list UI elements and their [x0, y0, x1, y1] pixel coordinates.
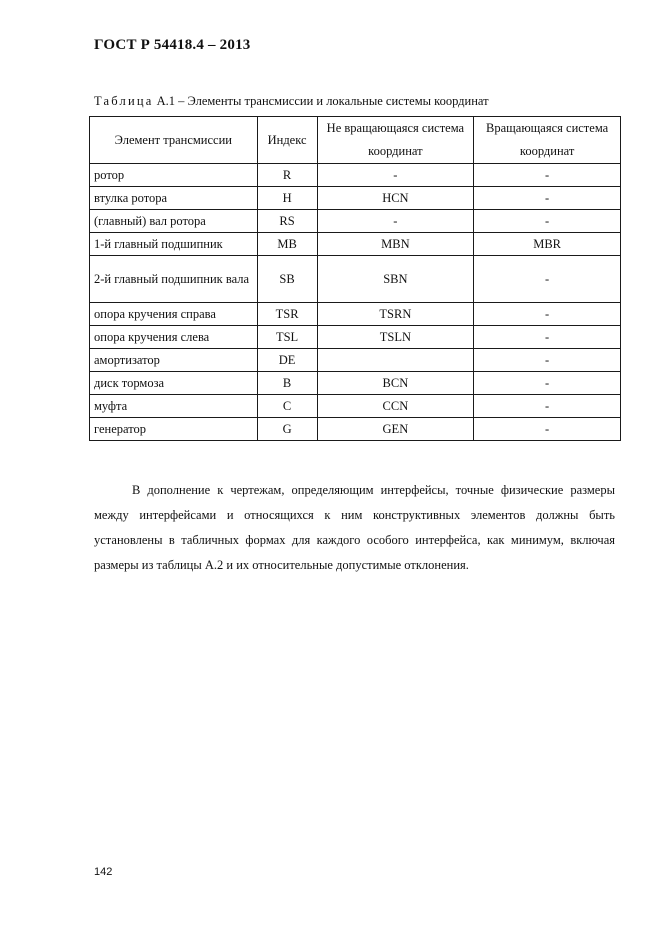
cell-non-rotating: CCN	[317, 395, 474, 418]
cell-rotating: -	[474, 256, 621, 303]
table-row	[90, 418, 621, 441]
table-row	[90, 349, 621, 372]
cell-non-rotating: -	[317, 210, 474, 233]
cell-non-rotating: HCN	[317, 187, 474, 210]
cell-element: 1-й главный подшипник	[90, 233, 258, 256]
cell-index: B	[257, 372, 317, 395]
column-header-index: Индекс	[257, 117, 317, 164]
cell-rotating: -	[474, 303, 621, 326]
cell-index: TSR	[257, 303, 317, 326]
table-row	[90, 233, 621, 256]
table-row	[90, 303, 621, 326]
cell-non-rotating: TSLN	[317, 326, 474, 349]
cell-rotating: -	[474, 210, 621, 233]
body-paragraph: В дополнение к чертежам, определяющим интерфейсы, точные физические размеры между интерфейсами и относящихся к ним конструктивных элементов должны быть установлены в табличных формах для каждого особого интерфейса, как минимум, включая размеры из таблицы А.2 и их относительные допустимые отклонения.	[94, 482, 615, 572]
cell-index: SB	[257, 256, 317, 303]
cell-non-rotating: MBN	[317, 233, 474, 256]
table-row	[90, 395, 621, 418]
cell-non-rotating: -	[317, 164, 474, 187]
table-row	[90, 187, 621, 210]
cell-non-rotating: BCN	[317, 372, 474, 395]
page-number: 142	[94, 866, 113, 878]
cell-rotating: -	[474, 164, 621, 187]
cell-rotating: -	[474, 418, 621, 441]
table-header-row	[90, 117, 621, 164]
cell-index: DE	[257, 349, 317, 372]
cell-rotating: -	[474, 349, 621, 372]
document-header-title: ГОСТ Р 54418.4 – 2013	[94, 37, 251, 53]
cell-non-rotating: GEN	[317, 418, 474, 441]
cell-rotating: -	[474, 187, 621, 210]
cell-index: C	[257, 395, 317, 418]
cell-element: опора кручения слева	[90, 326, 258, 349]
cell-element: генератор	[90, 418, 258, 441]
cell-rotating: -	[474, 395, 621, 418]
table-caption-label: Таблица	[94, 94, 154, 108]
cell-index: R	[257, 164, 317, 187]
table-row	[90, 256, 621, 303]
column-header-element: Элемент трансмиссии	[90, 117, 258, 164]
cell-element: 2-й главный подшипник вала	[90, 256, 258, 303]
cell-rotating: MBR	[474, 233, 621, 256]
table-row	[90, 164, 621, 187]
cell-rotating: -	[474, 372, 621, 395]
cell-index: MB	[257, 233, 317, 256]
cell-element: амортизатор	[90, 349, 258, 372]
cell-element: ротор	[90, 164, 258, 187]
column-header-rotating: Вращающаяся система координат	[474, 117, 621, 164]
cell-element: (главный) вал ротора	[90, 210, 258, 233]
cell-element: опора кручения справа	[90, 303, 258, 326]
table-caption-text: А.1 – Элементы трансмиссии и локальные системы координат	[153, 94, 489, 108]
table-row	[90, 372, 621, 395]
cell-index: RS	[257, 210, 317, 233]
cell-non-rotating: TSRN	[317, 303, 474, 326]
table-caption	[94, 94, 489, 109]
table-row	[90, 326, 621, 349]
cell-rotating: -	[474, 326, 621, 349]
transmission-elements-table	[89, 116, 621, 441]
cell-index: TSL	[257, 326, 317, 349]
cell-index: H	[257, 187, 317, 210]
cell-element: диск тормоза	[90, 372, 258, 395]
cell-non-rotating: SBN	[317, 256, 474, 303]
cell-non-rotating	[317, 349, 474, 372]
cell-element: муфта	[90, 395, 258, 418]
cell-element: втулка ротора	[90, 187, 258, 210]
table-row	[90, 210, 621, 233]
cell-index: G	[257, 418, 317, 441]
column-header-non-rotating: Не вращающаяся система координат	[317, 117, 474, 164]
